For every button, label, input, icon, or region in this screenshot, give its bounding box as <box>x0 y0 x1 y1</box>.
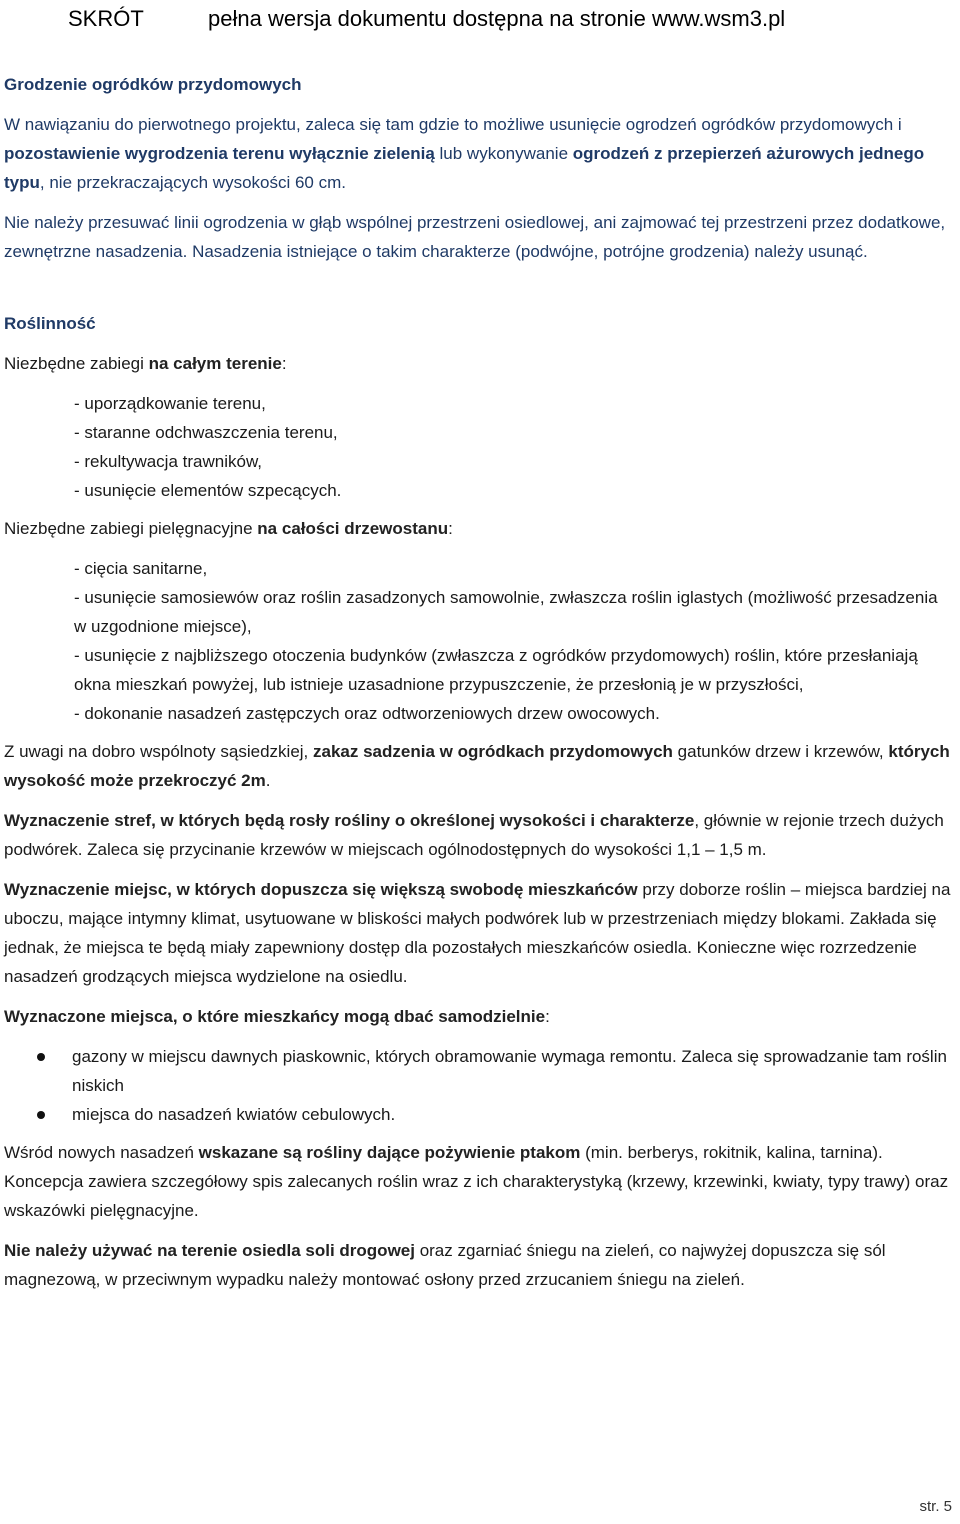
text-run: : <box>545 1007 550 1026</box>
bold-run: Wyznaczenie miejsc, w których dopuszcza się większą swobodę mieszkańców <box>4 880 638 899</box>
page-number: str. 5 <box>919 1498 952 1515</box>
text-run: przy doborze roślin – miejsca bardziej na uboczu, mające intymny klimat, usytuowane w bliskości małych podwórek lub w przestrzeniach między blokami. Zakłada się jednak, że miejsca te będą miały zapewniony dostęp dla pozostałych mieszkańców osiedla. Konieczne więc rozrzedzenie nasadzeń grodzących miejsca wydzielone na osiedlu. <box>4 880 951 986</box>
section-title-fences: Grodzenie ogródków przydomowych <box>4 75 302 94</box>
text-run: Nasadzenia istniejące o takim charakterze (podwójne, potrójne grodzenia) należy usunąć. <box>192 242 868 261</box>
bold-run: pozostawienie wygrodzenia terenu wyłącznie zielenią <box>4 144 435 163</box>
text-run: Niezbędne zabiegi <box>4 354 149 373</box>
text-run: Z uwagi na dobro wspólnoty sąsiedzkiej, <box>4 742 313 761</box>
bold-run: Nie należy używać na terenie osiedla soli drogowej <box>4 1241 415 1260</box>
paragraph-intro-trees <box>4 514 952 543</box>
text-run: gatunków drzew i krzewów, <box>672 742 889 761</box>
text-run: : <box>448 519 453 538</box>
list-item: - dokonanie nasadzeń zastępczych oraz odtworzeniowych drzew owocowych. <box>74 704 660 723</box>
text-run: lub wykonywanie <box>434 144 573 163</box>
paragraph-birds <box>4 1138 952 1225</box>
bold-run: na całości drzewostanu <box>257 519 449 538</box>
bold-run: których wysokość może przekroczyć 2m <box>4 742 950 790</box>
bold-run: na całym terenie <box>148 354 282 373</box>
text-run: (min. berberys, rokitnik, kalina, tarnina). Koncepcja zawiera szczegółowy spis zalecanych roślin wraz z ich charakterystyką (krzewy, krzewinki, kwiaty, typy trawy) oraz wskazówki pielęgnacyjne. <box>4 1143 949 1220</box>
bold-run: ogrodzeń z przepierzeń ażurowych jednego typu <box>4 144 925 192</box>
list-area-treatments <box>74 389 952 505</box>
paragraph-freedom-places <box>4 875 952 991</box>
list-item: - usunięcie elementów szpecących. <box>74 481 342 500</box>
list-item <box>4 1042 952 1100</box>
list-item: - rekultywacja trawników, <box>74 452 263 471</box>
page-header <box>62 6 785 32</box>
text-run: Nie należy przesuwać linii ogrodzenia w głąb wspólnej przestrzeni osiedlowej, ani zajmować tej przestrzeni przez dodatkowe, zewnętrzne nasadzenia. <box>4 213 946 261</box>
text-run: : <box>281 354 287 373</box>
list-item-text: gazony w miejscu dawnych piaskownic, których obramowanie wymaga remontu. Zaleca się sprowadzanie tam roślin niskich <box>72 1047 947 1095</box>
paragraph-road-salt <box>4 1236 952 1294</box>
paragraph-zones <box>4 806 952 864</box>
bold-run: Wyznaczenie stref, w których będą rosły rośliny o określonej wysokości i charakterze <box>4 811 695 830</box>
paragraph-resident-places <box>4 1002 952 1031</box>
text-run: Niezbędne zabiegi pielęgnacyjne <box>4 519 258 538</box>
bullet-list-places <box>4 1042 952 1129</box>
text-run: W nawiązaniu do pierwotnego projektu, zaleca się tam gdzie to możliwe usunięcie ogrodzeń ogródków przydomowych i <box>4 115 902 134</box>
spacer <box>4 277 952 309</box>
text-run: oraz zgarniać śniegu na zieleń, co najwyżej dopuszcza się sól magnezową, w przeciwnym wypadku należy montować osłony przed zrzucaniem śniegu na zieleń. <box>4 1241 886 1289</box>
text-run: , głównie w rejonie trzech dużych podwórek. Zaleca się przycinanie krzewów w miejscach ogólnodostępnych do wysokości 1,1 – 1,5 m. <box>4 811 944 859</box>
list-item: - cięcia sanitarne, <box>74 559 208 578</box>
list-item: - usunięcie samosiewów oraz roślin zasadzonych samowolnie, zwłaszcza roślin iglastych (możliwość przesadzenia w uzgodnione miejsce), <box>74 588 938 636</box>
text-run: . <box>265 771 271 790</box>
list-tree-treatments <box>74 554 944 728</box>
bold-run: wskazane są rośliny dające pożywienie ptakom <box>198 1143 581 1162</box>
list-item: - staranne odchwaszczenia terenu, <box>74 423 338 442</box>
bullet-icon <box>37 1053 45 1061</box>
document-body <box>4 70 952 1305</box>
header-short-label: SKRÓT <box>68 6 144 31</box>
text-run: Wśród nowych nasadzeń <box>4 1143 199 1162</box>
section-title-vegetation: Roślinność <box>4 314 96 333</box>
list-item-text: miejsca do nasadzeń kwiatów cebulowych. <box>72 1105 396 1124</box>
paragraph-intro-whole-area <box>4 349 952 378</box>
bold-run: zakaz sadzenia w ogródkach przydomowych <box>313 742 673 761</box>
paragraph-fences-2 <box>4 208 952 266</box>
text-run: , nie przekraczających wysokości 60 cm. <box>39 173 346 192</box>
bold-run: Wyznaczone miejsca, o które mieszkańcy mogą dbać samodzielnie <box>4 1007 546 1026</box>
list-item <box>4 1100 952 1129</box>
list-item: - uporządkowanie terenu, <box>74 394 266 413</box>
bullet-icon <box>37 1111 45 1119</box>
header-note: pełna wersja dokumentu dostępna na stronie www.wsm3.pl <box>208 6 786 31</box>
paragraph-ban-planting <box>4 737 952 795</box>
paragraph-fences-1 <box>4 110 952 197</box>
list-item: - usunięcie z najbliższego otoczenia budynków (zwłaszcza z ogródków przydomowych) roślin, które przesłaniają okna mieszkań powyżej, lub istnieje uzasadnione przypuszczenie, że przesłonią je w przyszłości, <box>74 646 918 694</box>
